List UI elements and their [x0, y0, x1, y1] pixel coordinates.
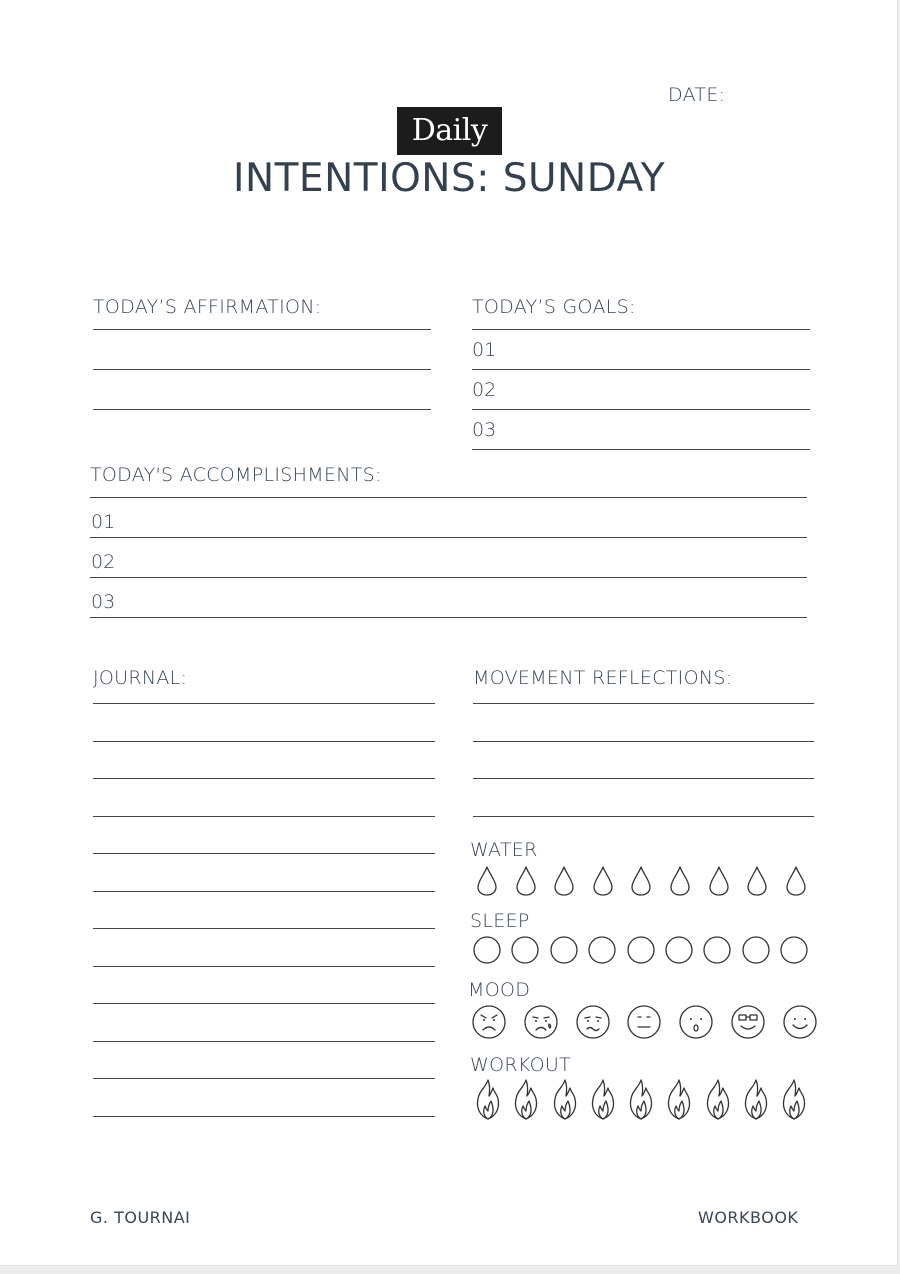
goals-line[interactable] — [472, 369, 810, 370]
goals-label: TODAY’S GOALS: — [472, 296, 636, 318]
movement-line[interactable] — [473, 778, 814, 779]
accomplishments-line[interactable] — [90, 497, 807, 498]
sleep-circle-icon[interactable] — [702, 935, 732, 965]
goal-number: 03 — [472, 419, 497, 441]
sleep-circle-icon[interactable] — [510, 935, 540, 965]
water-label: WATER — [470, 839, 538, 861]
water-drop-icon[interactable] — [590, 864, 616, 898]
flame-icon[interactable] — [779, 1078, 809, 1122]
movement-line[interactable] — [473, 816, 814, 817]
journal-line[interactable] — [93, 1078, 435, 1079]
affirmation-label: TODAY’S AFFIRMATION: — [93, 296, 322, 318]
sleep-circle-icon[interactable] — [472, 935, 502, 965]
date-label: DATE: — [668, 84, 726, 106]
sleep-circle-icon[interactable] — [587, 935, 617, 965]
goals-line[interactable] — [472, 329, 810, 330]
sleep-circle-icon[interactable] — [741, 935, 771, 965]
journal-line[interactable] — [93, 741, 435, 742]
sleep-tracker — [472, 935, 809, 965]
page-title: INTENTIONS: SUNDAY — [232, 156, 666, 201]
water-drop-icon[interactable] — [551, 864, 577, 898]
accomplishments-line[interactable] — [90, 577, 807, 578]
journal-line[interactable] — [93, 1003, 435, 1004]
goals-line[interactable] — [472, 409, 810, 410]
flame-icon[interactable] — [703, 1078, 733, 1122]
journal-line[interactable] — [93, 1041, 435, 1042]
flame-icon[interactable] — [626, 1078, 656, 1122]
accomplishment-number: 03 — [91, 591, 116, 613]
water-tracker — [474, 864, 809, 898]
journal-line[interactable] — [93, 853, 435, 854]
journal-line[interactable] — [93, 816, 435, 817]
journal-line[interactable] — [93, 928, 435, 929]
water-drop-icon[interactable] — [474, 864, 500, 898]
flame-icon[interactable] — [588, 1078, 618, 1122]
affirmation-line[interactable] — [93, 369, 431, 370]
neutral-face-icon[interactable] — [626, 1004, 662, 1040]
affirmation-line[interactable] — [93, 329, 431, 330]
sad-face-icon[interactable] — [575, 1004, 611, 1040]
accomplishment-number: 02 — [91, 551, 116, 573]
sleep-circle-icon[interactable] — [664, 935, 694, 965]
journal-label: JOURNAL: — [93, 667, 188, 689]
water-drop-icon[interactable] — [744, 864, 770, 898]
mood-tracker — [471, 1004, 818, 1040]
mood-label: MOOD — [468, 979, 531, 1001]
journal-line[interactable] — [93, 703, 435, 704]
flame-icon[interactable] — [550, 1078, 580, 1122]
journal-line[interactable] — [93, 778, 435, 779]
water-drop-icon[interactable] — [628, 864, 654, 898]
sleep-label: SLEEP — [470, 910, 530, 932]
accomplishment-number: 01 — [91, 511, 116, 533]
flame-icon[interactable] — [473, 1078, 503, 1122]
goal-number: 02 — [472, 379, 497, 401]
goal-number: 01 — [472, 339, 497, 361]
journal-line[interactable] — [93, 1116, 435, 1117]
crying-face-icon[interactable] — [523, 1004, 559, 1040]
workout-label: WORKOUT — [470, 1054, 571, 1076]
flame-icon[interactable] — [664, 1078, 694, 1122]
water-drop-icon[interactable] — [667, 864, 693, 898]
sleep-circle-icon[interactable] — [549, 935, 579, 965]
movement-label: MOVEMENT REFLECTIONS: — [473, 667, 733, 689]
cool-face-icon[interactable] — [730, 1004, 766, 1040]
goals-line[interactable] — [472, 449, 810, 450]
flame-icon[interactable] — [741, 1078, 771, 1122]
angry-face-icon[interactable] — [471, 1004, 507, 1040]
accomplishments-line[interactable] — [90, 537, 807, 538]
workout-tracker — [473, 1078, 809, 1122]
accomplishments-line[interactable] — [90, 617, 807, 618]
footer-workbook: WORKBOOK — [698, 1208, 799, 1227]
water-drop-icon[interactable] — [513, 864, 539, 898]
accomplishments-label: TODAY'S ACCOMPLISHMENTS: — [90, 464, 382, 486]
flame-icon[interactable] — [511, 1078, 541, 1122]
journal-line[interactable] — [93, 966, 435, 967]
movement-line[interactable] — [473, 703, 814, 704]
journal-line[interactable] — [93, 891, 435, 892]
sleep-circle-icon[interactable] — [779, 935, 809, 965]
sleep-circle-icon[interactable] — [626, 935, 656, 965]
movement-line[interactable] — [473, 741, 814, 742]
water-drop-icon[interactable] — [783, 864, 809, 898]
water-drop-icon[interactable] — [706, 864, 732, 898]
footer-author: G. TOURNAI — [90, 1208, 191, 1227]
daily-badge: Daily — [397, 107, 502, 155]
affirmation-line[interactable] — [93, 409, 431, 410]
happy-face-icon[interactable] — [782, 1004, 818, 1040]
surprised-face-icon[interactable] — [678, 1004, 714, 1040]
